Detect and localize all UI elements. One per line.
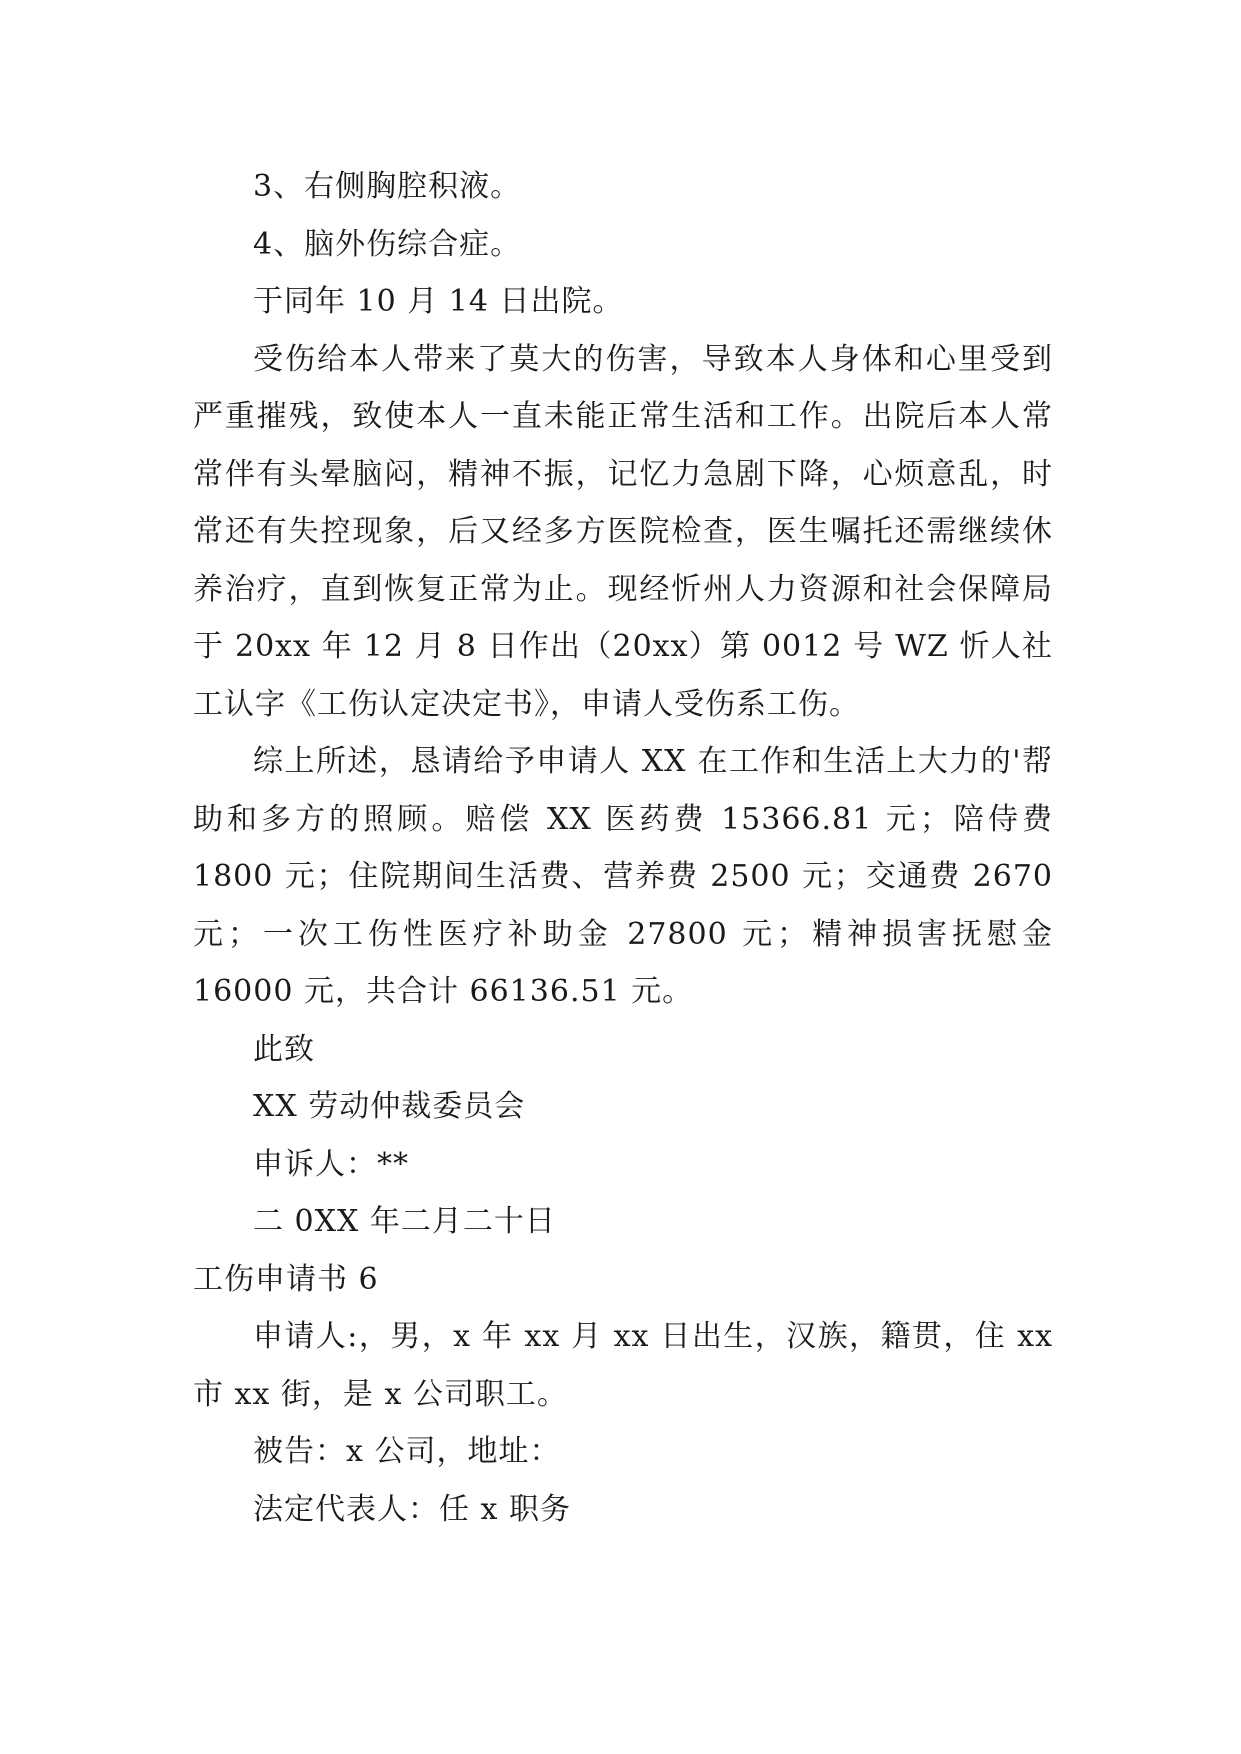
section-heading: 工伤申请书 6: [193, 1261, 379, 1297]
paragraph-compensation-request: 综上所述，恳请给予申请人 XX 在工作和生活上大力的'帮助和多方的照顾。赔偿 XX 医药费 15366.81 元；陪侍费 1800 元；住院期间生活费、营养费 2500 元；交通费 2670 元；一次工伤性医疗补助金 27800 元；精神损害抚慰金 16000 元，共合计 66136.51 元。: [193, 744, 1053, 1009]
applicant-signature: 申诉人：**: [253, 1146, 409, 1182]
paragraph-defendant: 被告：x 公司，地址：: [253, 1434, 561, 1469]
salutation: 此致: [253, 1031, 315, 1067]
paragraph-applicant-info: 申请人:，男，x 年 xx 月 xx 日出生，汉族，籍贯，住 xx 市 xx 街，是 x 公司职工。: [193, 1319, 1053, 1412]
paragraph-legal-representative: 法定代表人：任 x 职务: [253, 1491, 571, 1527]
paragraph-item-3: 3、右侧胸腔积液。: [253, 169, 522, 204]
recipient: XX 劳动仲裁委员会: [253, 1089, 526, 1124]
paragraph-discharge: 于同年 10 月 14 日出院。: [253, 284, 624, 319]
document-date: 二 0XX 年二月二十日: [253, 1204, 556, 1239]
paragraph-item-4: 4、脑外伤综合症。: [253, 226, 522, 262]
paragraph-injury-description: 受伤给本人带来了莫大的伤害，导致本人身体和心里受到严重摧残，致使本人一直未能正常生活和工作。出院后本人常常伴有头晕脑闷，精神不振，记忆力急剧下降，心烦意乱，时常还有失控现象，后又经多方医院检查，医生嘱托还需继续休养治疗，直到恢复正常为止。现经忻州人力资源和社会保障局于 20xx 年 12 月 8 日作出（20xx）第 0012 号 WZ 忻人社工认字《工伤认定决定书》，申请人受伤系工伤。: [193, 341, 1053, 722]
document-body: [193, 158, 1053, 1538]
